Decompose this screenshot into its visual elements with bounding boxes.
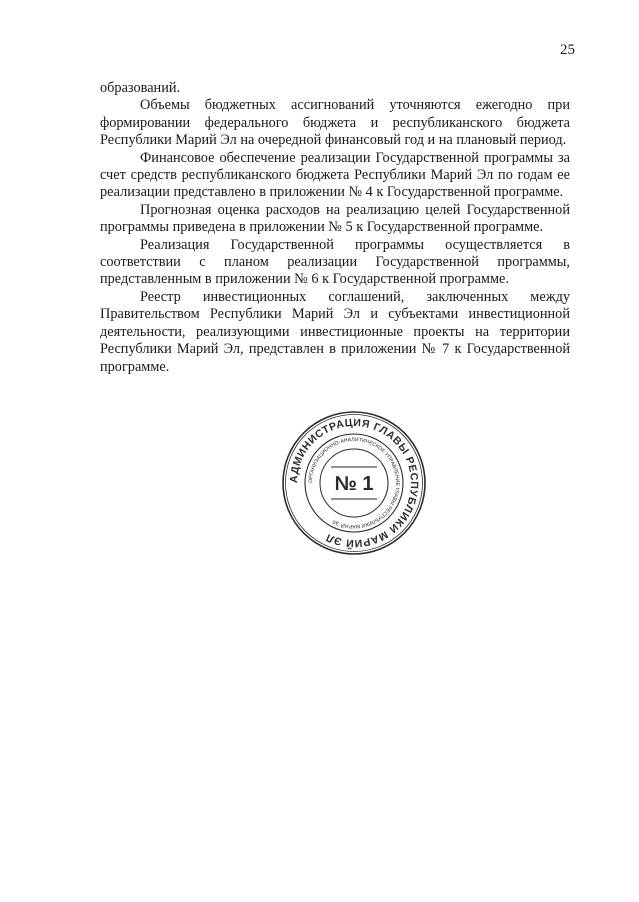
paragraph-investment-register: Реестр инвестиционных соглашений, заключенных между Правительством Республики Марий Эл и субъектами инвестиционной деятельности, реализующими инвестиционные проекты на территории Республики Марий Эл, представлен в приложении № 7 к Государственной программе. <box>100 288 570 375</box>
seal-number: № 1 <box>334 473 374 495</box>
paragraph-implementation-plan: Реализация Государственной программы осуществляется в соответствии с планом реализации Государственной программы, представленным в приложении № 6 к Государственной программе. <box>100 236 570 288</box>
paragraph-expense-forecast: Прогнозная оценка расходов на реализацию целей Государственной программы приведена в приложении № 5 к Государственной программе. <box>100 201 570 236</box>
seal-graphic <box>281 410 427 556</box>
paragraph-financial-support: Финансовое обеспечение реализации Государственной программы за счет средств республиканского бюджета Республики Марий Эл по годам ее реализации представлено в приложении № 4 к Государственной программе. <box>100 149 570 201</box>
document-body <box>100 80 570 376</box>
page-number: 25 <box>560 42 575 58</box>
paragraph-continuation: образований. <box>100 80 181 96</box>
seal-inner-text: ОРГАНИЗАЦИОННО-АНАЛИТИЧЕСКОЕ УПРАВЛЕНИЕ ГЛАВЫ РЕСПУБЛИКИ МАРИЙ ЭЛ <box>307 436 401 530</box>
paragraph-budget-allocations: Объемы бюджетных ассигнований уточняются ежегодно при формировании федерального бюджета и республиканского бюджета Республики Марий Эл на очередной финансовый год и на плановый период. <box>100 97 570 149</box>
seal-outer-text: АДМИНИСТРАЦИЯ ГЛАВЫ РЕСПУБЛИКИ МАРИЙ ЭЛ <box>287 416 421 550</box>
official-seal-stamp <box>281 410 427 556</box>
